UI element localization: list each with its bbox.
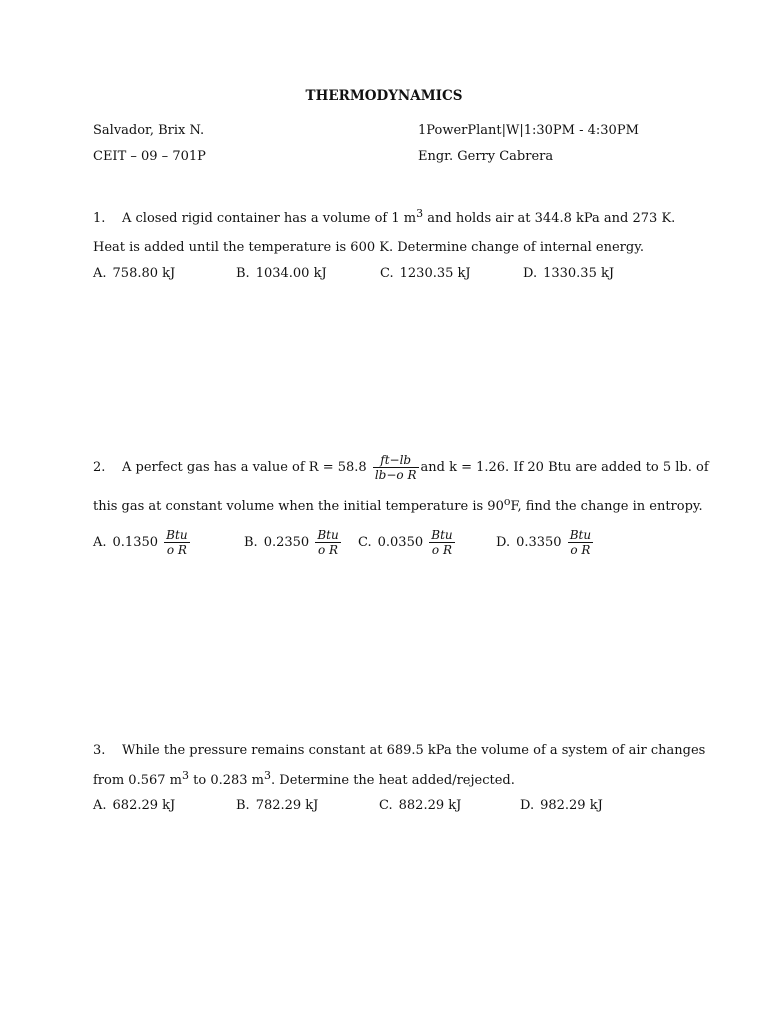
question-text-line xyxy=(122,450,709,486)
text-segment: to 0.283 m xyxy=(189,773,264,788)
superscript: 3 xyxy=(264,769,271,782)
choice-label: D. xyxy=(520,798,535,813)
superscript: o xyxy=(503,495,511,508)
choice-label: B. xyxy=(236,798,250,813)
text-segment: this gas at constant volume when the initial temperature is 90 xyxy=(93,499,504,514)
choice-d xyxy=(496,525,595,561)
fraction-numerator: Btu xyxy=(569,528,592,542)
choice-value: 882.29 kJ xyxy=(398,798,462,813)
choice-value: 782.29 kJ xyxy=(255,798,319,813)
choice-d xyxy=(520,798,603,814)
choice-label: D. xyxy=(523,266,538,281)
question-text-line xyxy=(93,769,515,789)
superscript: 3 xyxy=(182,769,189,782)
entropy-unit-fraction xyxy=(429,528,454,557)
choice-label: B. xyxy=(244,535,258,550)
question-number: 1. xyxy=(93,211,106,226)
text-segment: from 0.567 m xyxy=(93,773,182,788)
page-title: THERMODYNAMICS xyxy=(305,88,463,104)
text-segment: . Determine the heat added/rejected. xyxy=(271,773,515,788)
fraction-denominator: lb−o R xyxy=(374,468,417,482)
choice-value: 758.80 kJ xyxy=(112,266,176,281)
choice-value: 0.1350 xyxy=(112,535,159,550)
choice-label: A. xyxy=(93,266,107,281)
choice-label: B. xyxy=(236,266,250,281)
choice-label: A. xyxy=(93,798,107,813)
question-number: 2. xyxy=(93,460,106,475)
question-text-line xyxy=(93,495,703,515)
fraction-numerator: Btu xyxy=(166,528,188,542)
superscript: 3 xyxy=(416,207,424,220)
text-segment: A perfect gas has a value of R = 58.8 xyxy=(122,460,367,475)
choice-value: 0.2350 xyxy=(263,535,310,550)
class-schedule: 1PowerPlant|W|1:30PM - 4:30PM xyxy=(418,123,639,138)
choice-d xyxy=(523,266,614,282)
fraction-denominator: o R xyxy=(317,543,339,557)
fraction-numerator: ft−lb xyxy=(373,453,419,468)
text-segment: and holds air at 344.8 kPa and 273 K. xyxy=(423,211,676,226)
question-text-line: While the pressure remains constant at 689.5 kPa the volume of a system of air changes xyxy=(122,743,706,758)
choice-value: 982.29 kJ xyxy=(540,798,603,813)
choice-value: 1230.35 kJ xyxy=(399,266,471,281)
instructor-name: Engr. Gerry Cabrera xyxy=(418,149,554,164)
choice-value: 1330.35 kJ xyxy=(543,266,615,281)
fraction-denominator: o R xyxy=(431,543,452,557)
fraction-denominator: o R xyxy=(166,543,187,557)
text-segment: and k = 1.26. If 20 Btu are added to 5 lb. of xyxy=(420,460,709,475)
choice-value: 0.0350 xyxy=(377,535,424,550)
choice-value: 682.29 kJ xyxy=(112,798,176,813)
choice-a xyxy=(93,525,192,561)
section-code: CEIT – 09 – 701P xyxy=(93,149,206,164)
choice-c xyxy=(380,266,471,282)
choice-value: 1034.00 kJ xyxy=(255,266,327,281)
question-text-line xyxy=(122,207,676,227)
text-segment: F, find the change in entropy. xyxy=(510,499,703,514)
choice-c xyxy=(358,525,457,561)
fraction-numerator: Btu xyxy=(317,528,339,542)
text-segment: A closed rigid container has a volume of 1 m xyxy=(122,211,417,226)
choice-label: C. xyxy=(358,535,372,550)
choice-a xyxy=(93,266,175,282)
choice-label: C. xyxy=(380,266,394,281)
choice-value: 0.3350 xyxy=(516,535,562,550)
choice-label: C. xyxy=(379,798,393,813)
student-name: Salvador, Brix N. xyxy=(93,123,205,138)
question-number: 3. xyxy=(93,743,106,758)
choice-label: A. xyxy=(93,535,107,550)
fraction-denominator: o R xyxy=(570,543,591,557)
choice-a xyxy=(93,798,175,814)
fraction-numerator: Btu xyxy=(431,528,453,542)
gas-constant-unit-fraction xyxy=(373,453,419,482)
choice-b xyxy=(244,525,343,561)
question-text-line: Heat is added until the temperature is 600 K. Determine change of internal energy. xyxy=(93,240,644,255)
choice-label: D. xyxy=(496,535,511,550)
entropy-unit-fraction xyxy=(568,528,593,557)
choice-b xyxy=(236,266,327,282)
choice-b xyxy=(236,798,318,814)
entropy-unit-fraction xyxy=(315,528,340,557)
entropy-unit-fraction xyxy=(164,528,189,557)
choice-c xyxy=(379,798,461,814)
